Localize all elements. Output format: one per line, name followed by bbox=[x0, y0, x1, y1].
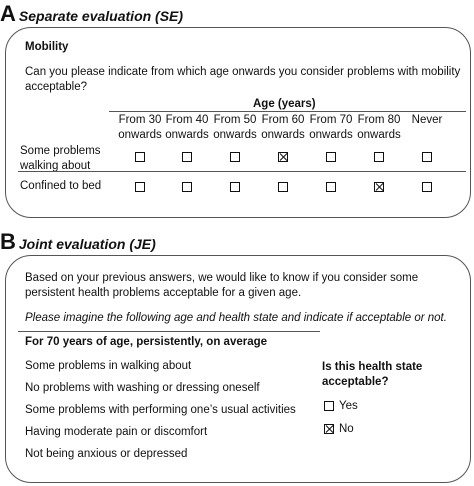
column-label-line-2: onwards bbox=[261, 129, 305, 141]
instruction-text: Please imagine the following age and health state and indicate if acceptable or not. bbox=[25, 312, 447, 324]
checkbox-checked[interactable] bbox=[374, 182, 384, 192]
checkbox[interactable] bbox=[326, 152, 336, 162]
health-state-item: Having moderate pain or discomfort bbox=[25, 426, 208, 438]
intro-line-1: Based on your previous answers, we would like to know if you consider some bbox=[25, 272, 419, 284]
health-state-header: For 70 years of age, persistently, on average bbox=[25, 336, 268, 348]
column-label-line-1: From 40 bbox=[165, 114, 209, 126]
health-problem-label bbox=[20, 144, 101, 174]
column-label-line-2: onwards bbox=[213, 129, 257, 141]
column-label-line-2: onwards bbox=[118, 129, 162, 141]
option-checkbox[interactable] bbox=[324, 401, 334, 411]
checkbox[interactable] bbox=[374, 152, 384, 162]
age-column-header bbox=[397, 113, 457, 128]
age-axis-divider bbox=[109, 111, 466, 112]
column-label-line-2: onwards bbox=[309, 129, 353, 141]
section-a-heading bbox=[0, 1, 183, 27]
health-state-item: Some problems in walking about bbox=[25, 360, 192, 372]
option-label: Yes bbox=[339, 400, 358, 412]
instruction-divider bbox=[18, 331, 320, 332]
row-label-line-2: walking about bbox=[20, 160, 91, 172]
acceptable-question-line-1: Is this health state bbox=[322, 361, 423, 373]
row-label-line-1: Confined to bed bbox=[20, 180, 102, 192]
column-label-line-1: Never bbox=[411, 114, 443, 126]
checkbox[interactable] bbox=[135, 182, 145, 192]
checkbox[interactable] bbox=[326, 182, 336, 192]
section-b-title: Joint evaluation (JE) bbox=[18, 236, 156, 252]
checkbox-checked[interactable] bbox=[278, 152, 288, 162]
column-label-line-1: From 80 bbox=[357, 114, 401, 126]
health-state-item: No problems with washing or dressing oneself bbox=[25, 382, 260, 394]
checkbox[interactable] bbox=[278, 182, 288, 192]
checkbox[interactable] bbox=[422, 152, 432, 162]
section-a-letter: A bbox=[0, 1, 16, 26]
health-state-item: Some problems with performing one’s usual activities bbox=[25, 404, 296, 416]
checkbox[interactable] bbox=[422, 182, 432, 192]
mobility-topic: Mobility bbox=[25, 41, 69, 53]
checkbox[interactable] bbox=[182, 152, 192, 162]
row-divider bbox=[18, 171, 466, 172]
age-axis-label: Age (years) bbox=[253, 98, 316, 110]
column-label-line-1: From 50 bbox=[213, 114, 257, 126]
question-line-1: Can you please indicate from which age onwards you consider problems with mobility bbox=[25, 66, 461, 78]
health-state-item: Not being anxious or depressed bbox=[25, 448, 188, 460]
section-b-heading bbox=[0, 229, 156, 255]
checkbox[interactable] bbox=[230, 152, 240, 162]
intro-line-2: persistent health problems acceptable for a given age. bbox=[25, 287, 302, 299]
column-label-line-2: onwards bbox=[165, 129, 209, 141]
section-b-letter: B bbox=[0, 229, 16, 254]
section-a-title: Separate evaluation (SE) bbox=[18, 8, 184, 24]
column-label-line-1: From 70 bbox=[309, 114, 353, 126]
column-label-line-2: onwards bbox=[357, 129, 401, 141]
row-label-line-1: Some problems bbox=[20, 145, 101, 157]
option-checkbox-checked[interactable] bbox=[324, 424, 334, 434]
health-problem-label bbox=[20, 179, 101, 194]
question-line-2: acceptable? bbox=[25, 81, 88, 93]
acceptable-question-line-2: acceptable? bbox=[322, 376, 389, 388]
column-label-line-1: From 60 bbox=[261, 114, 305, 126]
option-label: No bbox=[339, 423, 354, 435]
column-label-line-1: From 30 bbox=[118, 114, 162, 126]
checkbox[interactable] bbox=[230, 182, 240, 192]
checkbox[interactable] bbox=[182, 182, 192, 192]
checkbox[interactable] bbox=[135, 152, 145, 162]
